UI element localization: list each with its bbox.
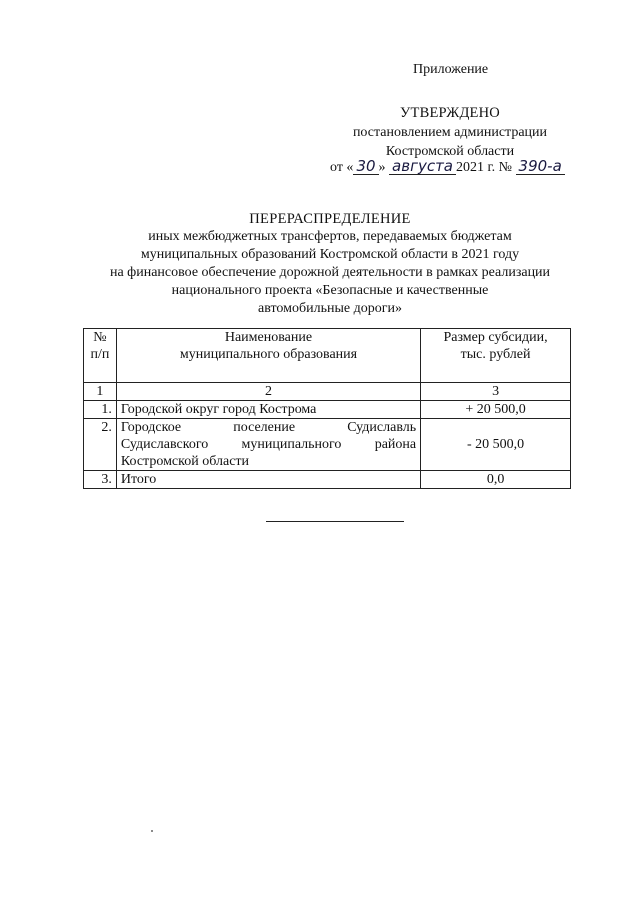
date-mid: » xyxy=(378,160,386,175)
document-title: ПЕРЕРАСПРЕДЕЛЕНИЕ xyxy=(249,211,411,227)
closing-rule xyxy=(266,521,404,522)
title-line-4: национального проекта «Безопасные и качественные xyxy=(171,283,489,298)
header-num xyxy=(84,329,117,383)
handwritten-month: августа xyxy=(389,158,456,175)
table-index-row xyxy=(84,383,571,401)
scan-speck xyxy=(151,830,153,832)
header-num-line-2: п/п xyxy=(90,347,110,362)
row-num: 2. xyxy=(84,419,117,471)
index-cell: 2 xyxy=(116,383,420,401)
title-line-2: муниципальных образований Костромской области в 2021 году xyxy=(140,247,520,262)
handwritten-doc-number: 390-а xyxy=(516,158,565,175)
row-value: 0,0 xyxy=(421,471,571,489)
date-prefix: от « xyxy=(330,160,354,175)
approval-block xyxy=(330,104,570,161)
table-row xyxy=(84,401,571,419)
header-num-line-1: № xyxy=(93,330,107,345)
handwritten-day: 30 xyxy=(353,158,378,175)
index-cell: 3 xyxy=(421,383,571,401)
row-name: Итого xyxy=(116,471,420,489)
row-num: 3. xyxy=(84,471,117,489)
row-name: Городской округ город Кострома xyxy=(116,401,420,419)
row-name xyxy=(116,419,420,471)
allocation-table xyxy=(83,328,571,489)
title-line-3: на финансовое обеспечение дорожной деятельности в рамках реализации xyxy=(109,265,551,280)
header-name xyxy=(116,329,420,383)
header-name-line-1: Наименование xyxy=(224,330,313,345)
index-cell: 1 xyxy=(84,383,117,401)
appendix-label: Приложение xyxy=(413,62,489,77)
header-name-line-2: муниципального образования xyxy=(179,347,358,362)
row-name-line-1: Городское поселение Судиславль xyxy=(120,420,417,435)
row-name-line-2: Судиславского муниципального района xyxy=(120,437,417,452)
row-value: - 20 500,0 xyxy=(421,419,571,471)
header-value-line-1: Размер субсидии, xyxy=(443,330,548,345)
row-num: 1. xyxy=(84,401,117,419)
row-name-line-3: Костромской области xyxy=(120,454,250,469)
approval-date-line xyxy=(330,158,610,176)
date-year: 2021 г. № xyxy=(456,160,513,175)
approved-by-line-1: постановлением администрации xyxy=(352,125,548,140)
document-title-block xyxy=(60,210,600,318)
approved-title: УТВЕРЖДЕНО xyxy=(400,105,500,121)
table-row xyxy=(84,471,571,489)
title-line-1: иных межбюджетных трансфертов, передаваемых бюджетам xyxy=(148,229,512,244)
title-line-5: автомобильные дороги» xyxy=(258,301,402,316)
row-value: + 20 500,0 xyxy=(421,401,571,419)
table-header-row xyxy=(84,329,571,383)
approved-by-line-2: Костромской области xyxy=(385,144,515,159)
header-value xyxy=(421,329,571,383)
table-row xyxy=(84,419,571,471)
header-value-line-2: тыс. рублей xyxy=(460,347,531,362)
